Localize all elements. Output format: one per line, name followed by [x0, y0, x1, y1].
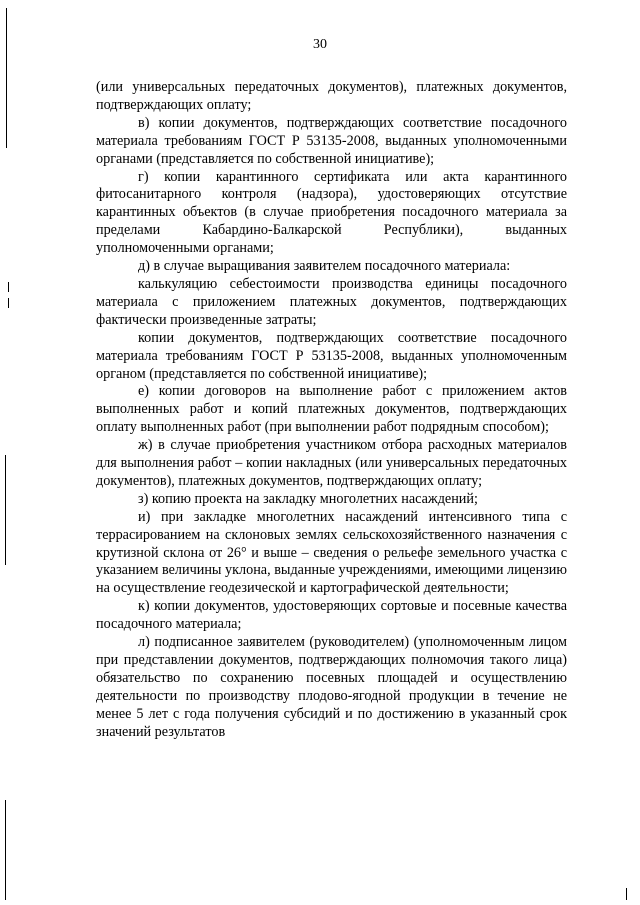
paragraph-copies-gost: копии документов, подтверждающих соответствие посадочного материала требованиям ГОСТ Р 53135-2008, выданных уполномоченным органом (представляется по собственной инициативе);	[96, 329, 567, 382]
scan-edge-mark-left-2	[8, 298, 9, 308]
scan-edge-mark-middle	[5, 455, 6, 565]
paragraph-item-l: л) подписанное заявителем (руководителем) (уполномоченным лицом при представлении документов, подтверждающих полномочия такого лица) обязательство по сохранению посевных площадей и осуществлению деятельности по производству плодово-ягодной продукции в течение не менее 5 лет с года получения субсидий и по достижению в указанный срок значений результатов	[96, 634, 567, 740]
paragraph-item-e: е) копии договоров на выполнение работ с приложением актов выполненных работ и копий платежных документов, подтверждающих оплату выполненных работ (при выполнении работ подрядным способом);	[96, 383, 567, 436]
scan-edge-mark-top	[6, 8, 7, 148]
paragraph-continuation: (или универсальных передаточных документов), платежных документов, подтверждающих оплату;	[96, 79, 567, 113]
paragraph-item-g: г) копии карантинного сертификата или акта карантинного фитосанитарного контроля (надзора), удостоверяющих отсутствие карантинных объектов (в случае приобретения посадочного материала за пределами Кабардино-Балкарской Республики), выданных уполномоченными органами;	[96, 168, 567, 257]
body-text	[96, 79, 567, 742]
page-number: 30	[313, 37, 327, 52]
paragraph-item-v: в) копии документов, подтверждающих соответствие посадочного материала требованиям ГОСТ Р 53135-2008, выданных уполномоченными органами (представляется по собственной инициативе);	[96, 114, 567, 167]
paragraph-item-d: д) в случае выращивания заявителем посадочного материала:	[138, 258, 511, 275]
paragraph-item-i: и) при закладке многолетних насаждений интенсивного типа с террасированием на склоновых землях сельскохозяйственного назначения с крутизной склона от 26° и выше – сведения о рельефе земельного участка с указанием величины уклона, выданные учреждениями, имеющими лицензию на осуществление геодезической и картографической деятельности;	[96, 508, 567, 597]
paragraph-item-k: к) копии документов, удостоверяющих сортовые и посевные качества посадочного материала;	[96, 598, 567, 633]
scan-edge-mark-bottom	[5, 800, 6, 900]
paragraph-item-zh: ж) в случае приобретения участником отбора расходных материалов для выполнения работ – копии накладных (или универсальных передаточных документов), платежных документов, подтверждающих оплату;	[96, 437, 567, 489]
paragraph-calculation: калькуляцию себестоимости производства единицы посадочного материала с приложением платежных документов, подтверждающих фактически произведенные затраты;	[96, 275, 567, 328]
scan-edge-mark-right	[626, 888, 627, 900]
paragraph-item-z: з) копию проекта на закладку многолетних насаждений;	[138, 490, 478, 507]
scan-edge-mark-left-1	[8, 282, 9, 292]
